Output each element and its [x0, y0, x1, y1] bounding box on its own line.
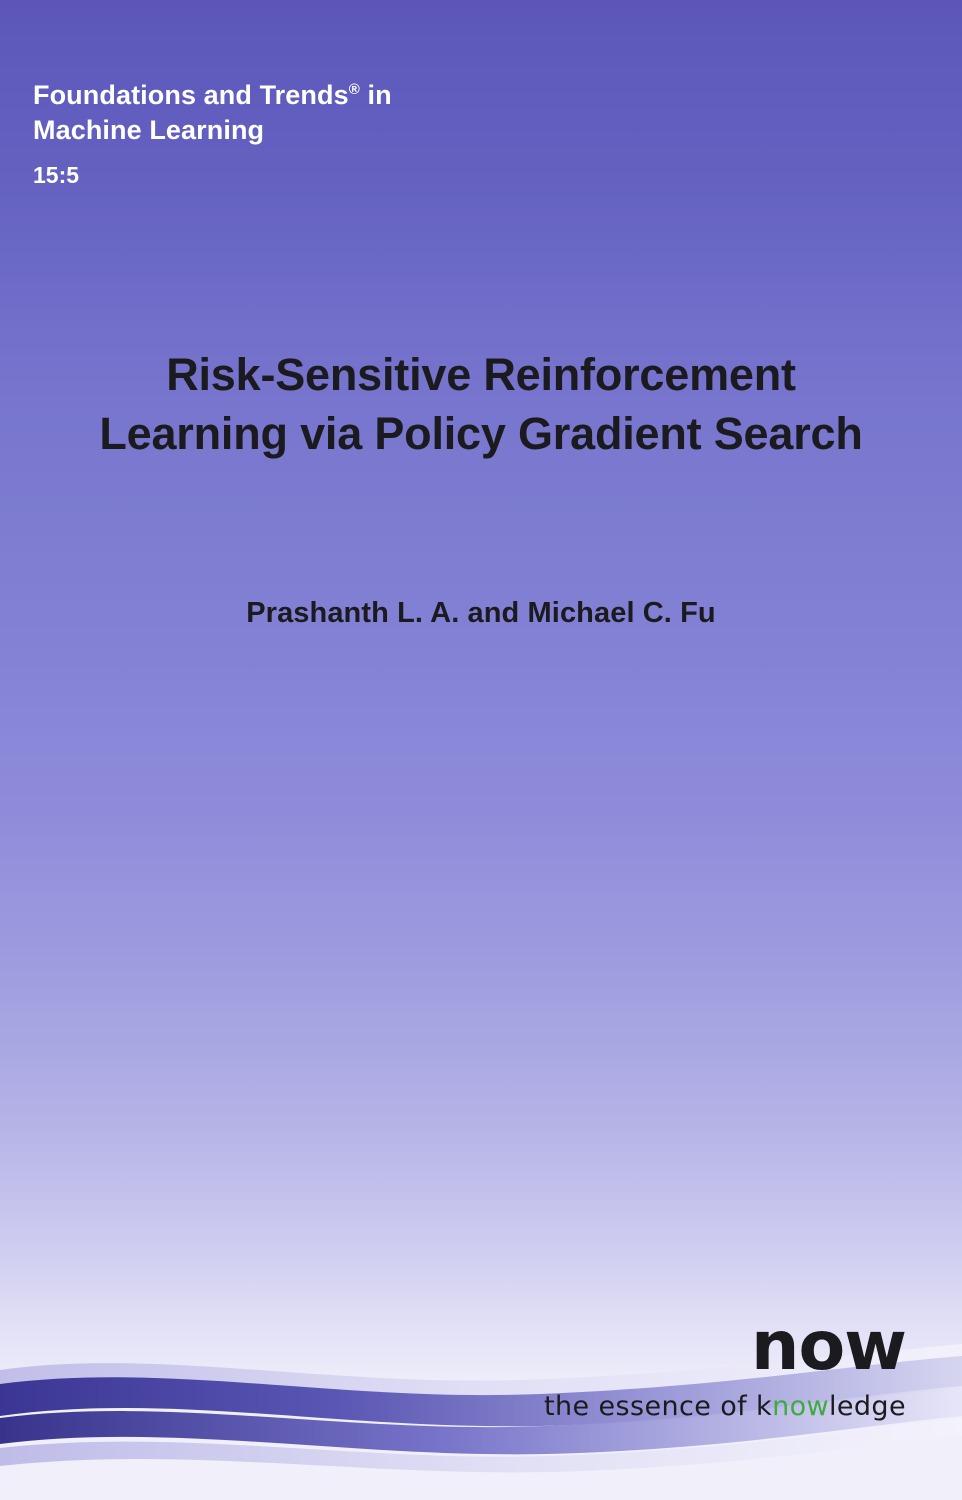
series-title-line-1	[33, 78, 553, 113]
series-title-text: Foundations and Trends	[33, 80, 349, 110]
tagline-part-2: ledge	[828, 1391, 906, 1422]
series-title-in-word: in	[359, 80, 392, 110]
series-issue-number: 15:5	[33, 162, 80, 189]
tagline-part-1: the essence of k	[544, 1391, 773, 1422]
tagline-highlight: now	[772, 1391, 829, 1422]
series-header	[33, 78, 553, 191]
page-title: Risk-Sensitive Reinforcement Learning via Policy Gradient Search	[99, 349, 863, 460]
publisher-name: now	[751, 1307, 906, 1386]
authors: Prashanth L. A. and Michael C. Fu	[246, 597, 716, 629]
publisher-tagline	[544, 1391, 906, 1422]
series-title-line-2: Machine Learning	[33, 114, 265, 145]
registered-mark-icon: ®	[348, 81, 360, 98]
publisher-logo	[544, 1307, 906, 1422]
